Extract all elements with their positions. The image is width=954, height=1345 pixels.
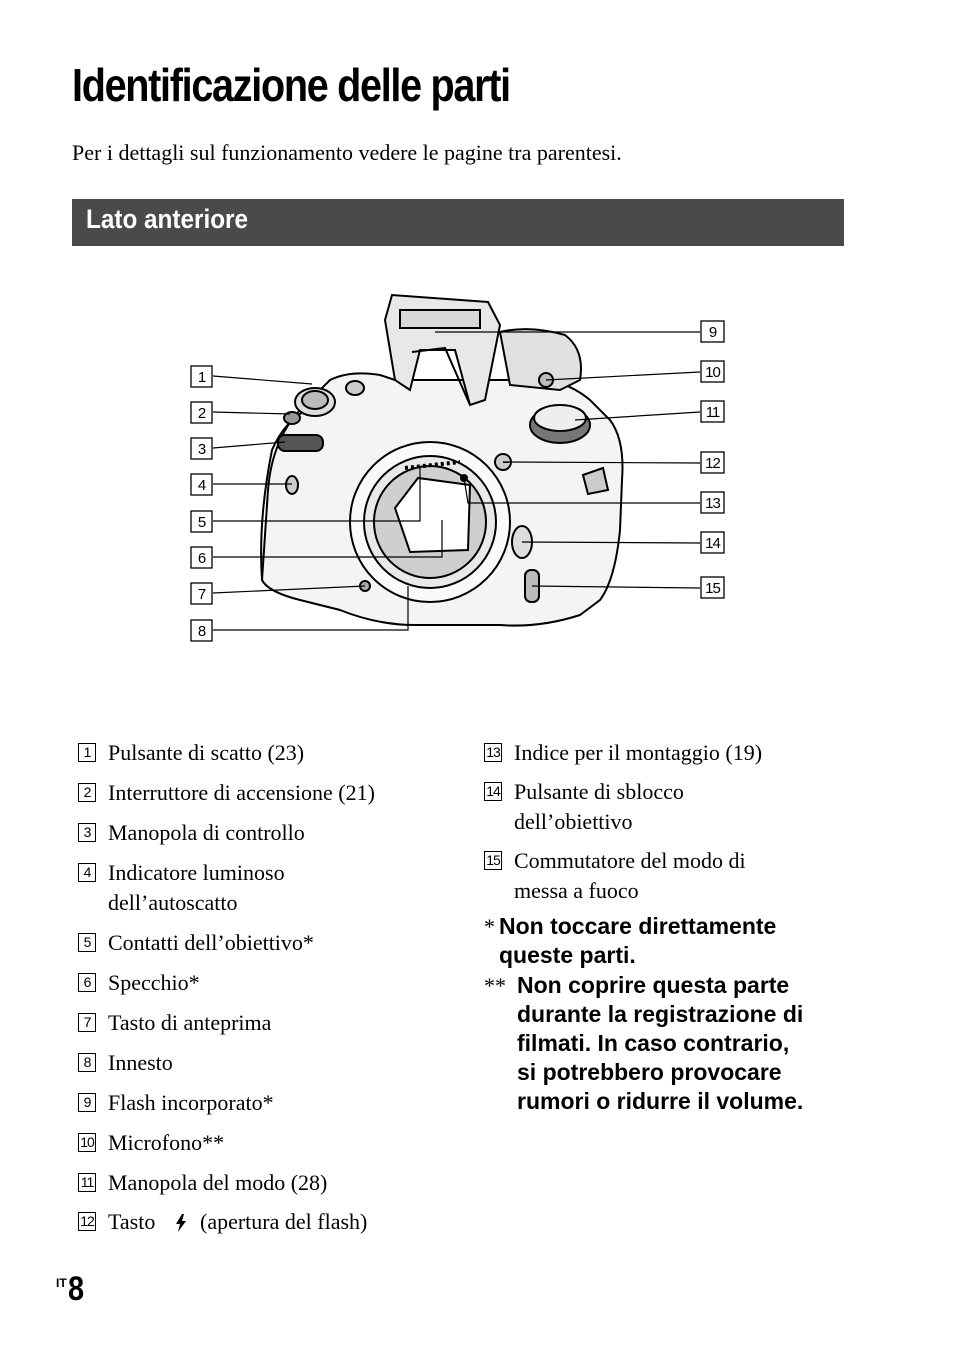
lightning-bolt-icon	[175, 1214, 187, 1232]
item-label-cont: messa a fuoco	[514, 878, 639, 903]
item-label: Manopola di controllo	[108, 820, 305, 845]
callout-4: 4	[197, 477, 206, 494]
item-number: 5	[78, 933, 96, 952]
note-line: Non coprire questa parte	[517, 972, 790, 998]
page-title: Identificazione delle parti	[72, 59, 510, 111]
item-label: Tasto	[108, 1209, 156, 1234]
note-line: queste parti.	[499, 942, 636, 968]
callout-7: 7	[197, 586, 206, 603]
item-number: 4	[78, 863, 96, 882]
callout-8: 8	[197, 623, 206, 640]
item-number: 8	[78, 1053, 96, 1072]
callout-1: 1	[197, 369, 206, 386]
callout-6: 6	[197, 550, 206, 567]
callout-10: 10	[705, 364, 720, 381]
camera-front-diagram	[0, 280, 954, 680]
item-number: 6	[78, 973, 96, 992]
item-number: 10	[78, 1133, 96, 1152]
item-number: 13	[484, 743, 502, 762]
item-label: Indicatore luminoso	[108, 860, 285, 885]
item-label: Indice per il montaggio (19)	[514, 740, 763, 765]
item-label: Innesto	[108, 1050, 173, 1075]
camera-illustration	[261, 295, 622, 626]
note-line: rumori o ridurre il volume.	[517, 1088, 804, 1114]
note-line: filmati. In caso contrario,	[517, 1030, 790, 1056]
note-mark: **	[484, 973, 506, 998]
item-label: Interruttore di accensione (21)	[108, 780, 375, 805]
item-label: Commutatore del modo di	[514, 848, 746, 873]
callout-14: 14	[705, 535, 720, 552]
item-number: 12	[78, 1212, 96, 1231]
callout-5: 5	[197, 514, 206, 531]
item-label: Pulsante di sblocco	[514, 779, 684, 804]
item-number: 2	[78, 783, 96, 802]
page-number-value: 8	[68, 1270, 85, 1308]
callout-9: 9	[708, 324, 717, 341]
item-label: Pulsante di scatto (23)	[108, 740, 305, 765]
callout-15: 15	[705, 580, 720, 597]
item-number: 3	[78, 823, 96, 842]
callout-2: 2	[197, 405, 206, 422]
item-number: 1	[78, 743, 96, 762]
item-number: 14	[484, 782, 502, 801]
item-label-cont: (apertura del flash)	[200, 1209, 368, 1234]
callout-11: 11	[705, 404, 720, 421]
callout-12: 12	[705, 455, 720, 472]
item-number: 11	[78, 1173, 96, 1192]
item-label: Flash incorporato*	[108, 1090, 274, 1115]
section-header	[72, 199, 844, 246]
item-label: Specchio*	[108, 970, 200, 995]
item-label-cont: dell’autoscatto	[108, 890, 238, 915]
item-label: Tasto di anteprima	[108, 1010, 272, 1035]
item-label: Contatti dell’obiettivo*	[108, 930, 314, 955]
note-line: si potrebbero provocare	[517, 1059, 782, 1085]
note-line: Non toccare direttamente	[499, 913, 777, 939]
note-line: durante la registrazione di	[517, 1001, 804, 1027]
item-label: Manopola del modo (28)	[108, 1170, 328, 1195]
section-title: Lato anteriore	[86, 204, 249, 234]
item-label-cont: dell’obiettivo	[514, 809, 633, 834]
item-label: Microfono**	[108, 1130, 225, 1155]
note-mark: *	[484, 914, 495, 939]
callout-13: 13	[705, 495, 720, 512]
callout-3: 3	[197, 441, 206, 458]
item-number: 15	[484, 851, 502, 870]
intro-text: Per i dettagli sul funzionamento vedere le pagine tra parentesi.	[72, 140, 622, 165]
page-lang: IT	[56, 1276, 67, 1290]
item-number: 7	[78, 1013, 96, 1032]
item-number: 9	[78, 1093, 96, 1112]
